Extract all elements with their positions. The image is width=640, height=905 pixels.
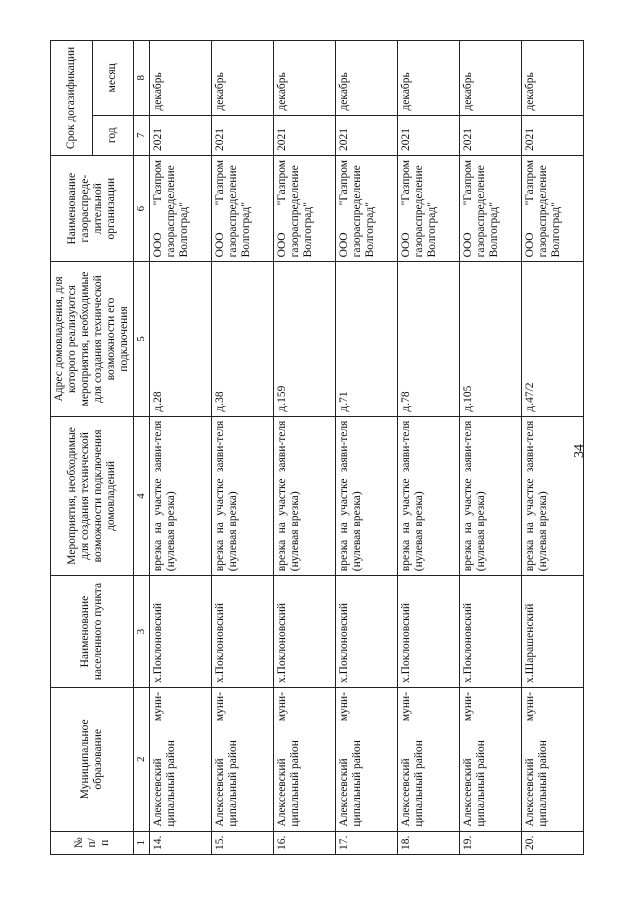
settlement-cell: х.Поклоновский <box>150 576 212 688</box>
rotated-table-wrapper <box>50 40 635 855</box>
column-number: 6 <box>134 155 150 261</box>
column-number: 2 <box>134 687 150 831</box>
address-cell: д.28 <box>150 262 212 416</box>
row-number: 20. <box>522 831 584 854</box>
table-row <box>274 41 336 855</box>
measure-cell: врезка на участке заяви-теля (нулевая врезка) <box>274 416 336 576</box>
header-deadline: Срок догазификации <box>51 41 93 156</box>
municipality-cell: Алексеевский муни-ципальный район <box>150 687 212 831</box>
year-cell: 2021 <box>398 115 460 155</box>
settlement-cell: х.Поклоновский <box>274 576 336 688</box>
organization-cell: ООО "Газпром газораспределение Волгоград" <box>398 155 460 261</box>
year-cell: 2021 <box>460 115 522 155</box>
table-row <box>460 41 522 855</box>
header-month: месяц <box>92 41 134 116</box>
municipality-cell: Алексеевский муни-ципальный район <box>522 687 584 831</box>
address-cell: д.105 <box>460 262 522 416</box>
header-row <box>51 41 93 855</box>
address-cell: д.38 <box>212 262 274 416</box>
month-cell: декабрь <box>460 41 522 116</box>
municipality-cell: Алексеевский муни-ципальный район <box>460 687 522 831</box>
measure-cell: врезка на участке заяви-теля (нулевая врезка) <box>522 416 584 576</box>
table-row <box>398 41 460 855</box>
header-num: № п/п <box>51 831 134 854</box>
table-row <box>212 41 274 855</box>
row-number: 15. <box>212 831 274 854</box>
header-measures: Мероприятия, необходимые для создания технической возможности подключения домовладений <box>51 416 134 576</box>
organization-cell: ООО "Газпром газораспределение Волгоград" <box>336 155 398 261</box>
table-row <box>336 41 398 855</box>
organization-cell: ООО "Газпром газораспределение Волгоград" <box>212 155 274 261</box>
municipality-cell: Алексеевский муни-ципальный район <box>398 687 460 831</box>
measure-cell: врезка на участке заяви-теля (нулевая врезка) <box>336 416 398 576</box>
row-number: 19. <box>460 831 522 854</box>
year-cell: 2021 <box>150 115 212 155</box>
settlement-cell: х.Поклоновский <box>212 576 274 688</box>
column-number: 1 <box>134 831 150 854</box>
organization-cell: ООО "Газпром газораспределение Волгоград" <box>150 155 212 261</box>
page-number: 34 <box>572 444 587 458</box>
column-number: 4 <box>134 416 150 576</box>
measure-cell: врезка на участке заяви-теля (нулевая врезка) <box>398 416 460 576</box>
address-cell: д.47/2 <box>522 262 584 416</box>
year-cell: 2021 <box>522 115 584 155</box>
column-number: 7 <box>134 115 150 155</box>
table-row <box>150 41 212 855</box>
column-number: 5 <box>134 262 150 416</box>
row-number: 17. <box>336 831 398 854</box>
municipality-cell: Алексеевский муни-ципальный район <box>336 687 398 831</box>
header-settlement: Наименование населенного пункта <box>51 576 134 688</box>
organization-cell: ООО "Газпром газораспределение Волгоград" <box>274 155 336 261</box>
organization-cell: ООО "Газпром газораспределение Волгоград" <box>460 155 522 261</box>
column-number: 8 <box>134 41 150 116</box>
year-cell: 2021 <box>336 115 398 155</box>
settlement-cell: х.Поклоновский <box>336 576 398 688</box>
header-address: Адрес домовладения, для которого реализуются мероприятия, необходимые для создания технической возможности его подключения <box>51 262 134 416</box>
municipality-cell: Алексеевский муни-ципальный район <box>274 687 336 831</box>
year-cell: 2021 <box>274 115 336 155</box>
address-cell: д.78 <box>398 262 460 416</box>
measure-cell: врезка на участке заяви-теля (нулевая врезка) <box>150 416 212 576</box>
month-cell: декабрь <box>336 41 398 116</box>
month-cell: декабрь <box>398 41 460 116</box>
gasification-table <box>50 40 584 855</box>
column-numbers-row <box>134 41 150 855</box>
year-cell: 2021 <box>212 115 274 155</box>
header-municipality: Муниципальное образование <box>51 687 134 831</box>
address-cell: д.71 <box>336 262 398 416</box>
month-cell: декабрь <box>212 41 274 116</box>
header-organization: Наименование газораспреде-лительной организации <box>51 155 134 261</box>
settlement-cell: х.Поклоновский <box>460 576 522 688</box>
settlement-cell: х.Поклоновский <box>398 576 460 688</box>
month-cell: декабрь <box>522 41 584 116</box>
address-cell: д.159 <box>274 262 336 416</box>
measure-cell: врезка на участке заяви-теля (нулевая врезка) <box>212 416 274 576</box>
column-number: 3 <box>134 576 150 688</box>
month-cell: декабрь <box>150 41 212 116</box>
header-year: год <box>92 115 134 155</box>
month-cell: декабрь <box>274 41 336 116</box>
organization-cell: ООО "Газпром газораспределение Волгоград" <box>522 155 584 261</box>
municipality-cell: Алексеевский муни-ципальный район <box>212 687 274 831</box>
row-number: 18. <box>398 831 460 854</box>
table-row <box>522 41 584 855</box>
settlement-cell: х.Шарашенский <box>522 576 584 688</box>
row-number: 16. <box>274 831 336 854</box>
measure-cell: врезка на участке заяви-теля (нулевая врезка) <box>460 416 522 576</box>
row-number: 14. <box>150 831 212 854</box>
